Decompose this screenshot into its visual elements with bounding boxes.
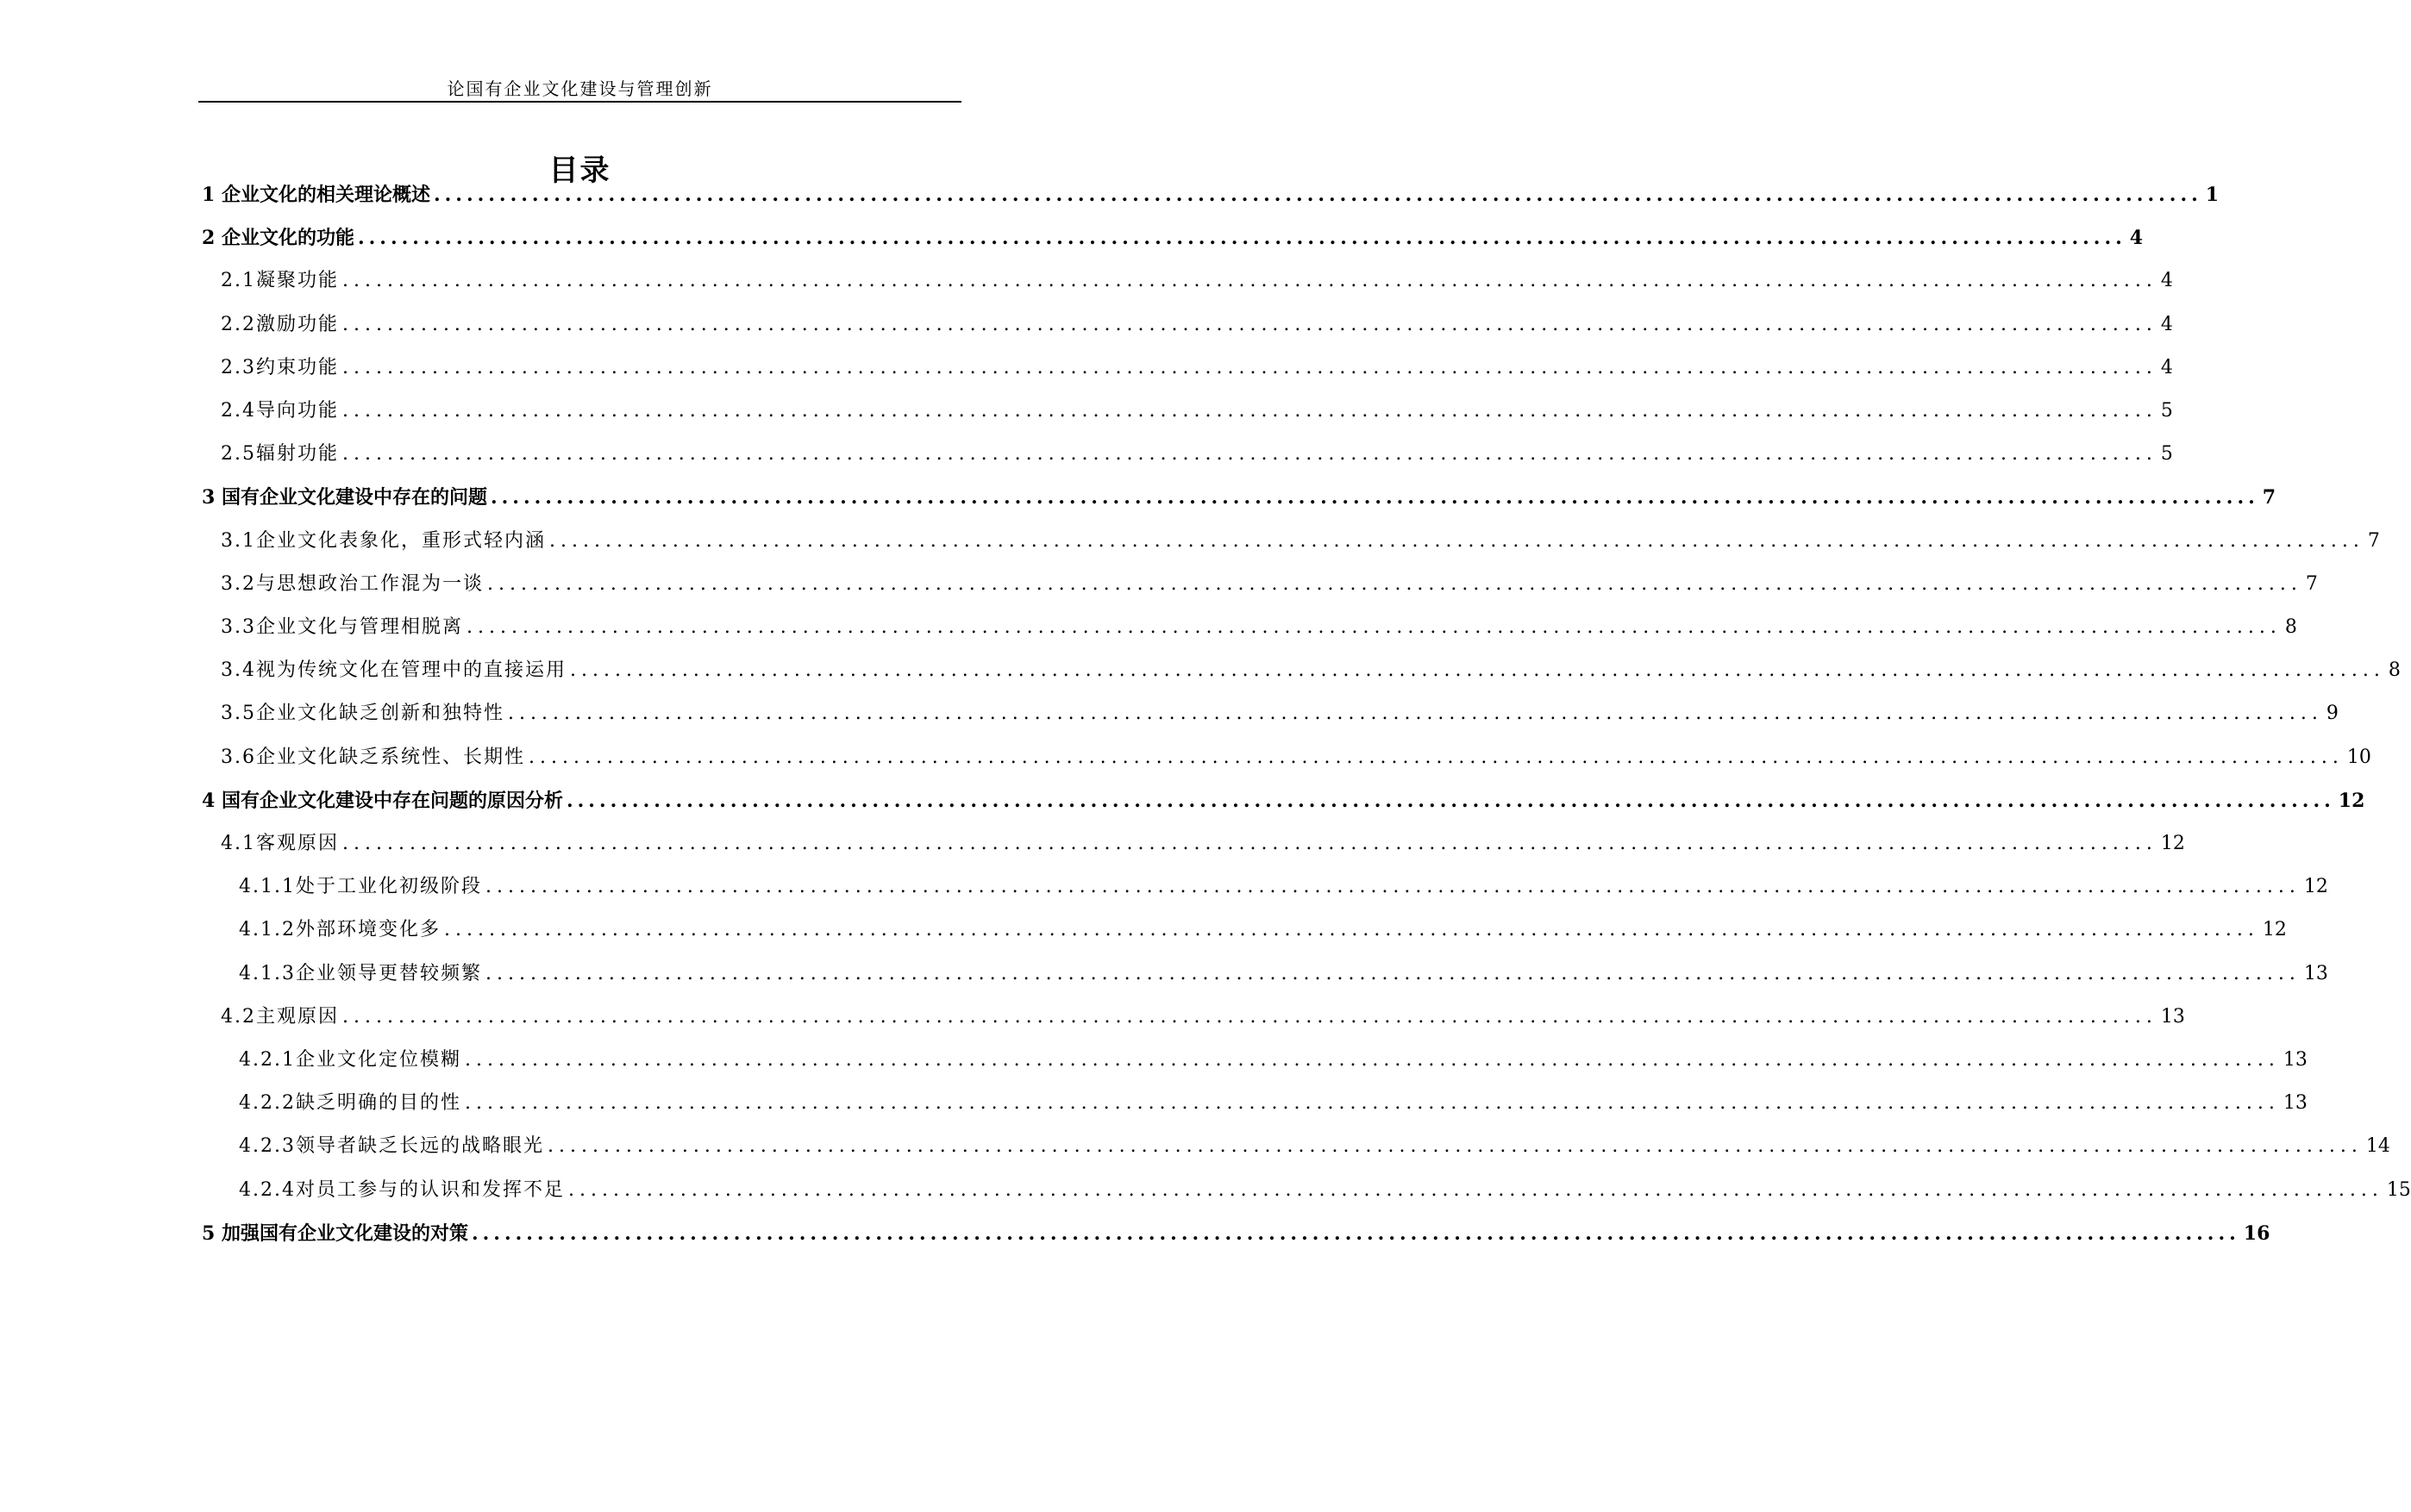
toc-dot-leader: .................................................................................................................................................................. bbox=[342, 400, 2157, 422]
toc-dot-leader: .................................................................................................................................................................. bbox=[567, 1178, 2383, 1201]
toc-entry-label: 3 国有企业文化建设中存在的问题 bbox=[202, 486, 487, 509]
toc-entry[interactable] bbox=[221, 999, 2185, 1030]
toc-entry-label: 4.2.4对员工参与的认识和发挥不足 bbox=[239, 1178, 565, 1201]
toc-entry-label: 3.3企业文化与管理相脱离 bbox=[221, 616, 463, 638]
toc-dot-leader: .................................................................................................................................................................. bbox=[485, 962, 2301, 984]
toc-dot-leader: .................................................................................................................................................................. bbox=[464, 1092, 2280, 1115]
toc-dot-leader: .................................................................................................................................................................. bbox=[471, 1221, 2240, 1245]
toc-page-number: 9 bbox=[2326, 703, 2339, 725]
toc-entry-label: 3.5企业文化缺乏创新和独特性 bbox=[221, 703, 504, 725]
toc-dot-leader: .................................................................................................................................................................. bbox=[433, 184, 2202, 206]
toc-page-number: 4 bbox=[2129, 227, 2144, 250]
toc-entry-label: 2 企业文化的功能 bbox=[202, 227, 354, 250]
toc-dot-leader: .................................................................................................................................................................. bbox=[566, 789, 2335, 812]
toc-entry-label: 4.1.3企业领导更替较频繁 bbox=[239, 962, 482, 984]
toc-dot-leader: .................................................................................................................................................................. bbox=[342, 443, 2157, 465]
toc-dot-leader: .................................................................................................................................................................. bbox=[342, 356, 2157, 378]
toc-dot-leader: .................................................................................................................................................................. bbox=[342, 833, 2157, 854]
toc-page-number: 13 bbox=[2303, 962, 2328, 984]
toc-title: 目录 bbox=[548, 153, 611, 188]
toc-entry[interactable] bbox=[239, 1128, 2390, 1159]
toc-page-number: 13 bbox=[2160, 1005, 2185, 1028]
toc-entry[interactable] bbox=[239, 956, 2328, 987]
toc-entry[interactable] bbox=[202, 177, 2220, 208]
toc-entry[interactable] bbox=[221, 653, 2401, 684]
toc-entry-label: 2.2激励功能 bbox=[221, 313, 339, 335]
toc-dot-leader: .................................................................................................................................................................. bbox=[443, 919, 2259, 941]
toc-page-number: 5 bbox=[2160, 400, 2173, 422]
toc-page-number: 16 bbox=[2243, 1221, 2270, 1245]
toc-entry[interactable] bbox=[202, 1215, 2270, 1246]
toc-entry-label: 3.2与思想政治工作混为一谈 bbox=[221, 572, 484, 595]
toc-entry-label: 2.1凝聚功能 bbox=[221, 270, 339, 292]
toc-dot-leader: .................................................................................................................................................................. bbox=[342, 313, 2157, 335]
toc-dot-leader: .................................................................................................................................................................. bbox=[547, 1135, 2363, 1158]
toc-page-number: 7 bbox=[2262, 486, 2276, 509]
toc-entry-label: 1 企业文化的相关理论概述 bbox=[202, 184, 430, 206]
toc-entry-label: 4.2.2缺乏明确的目的性 bbox=[239, 1092, 461, 1115]
toc-page-number: 4 bbox=[2160, 356, 2173, 378]
toc-page-number: 12 bbox=[2262, 919, 2287, 941]
toc-page-number: 4 bbox=[2160, 313, 2173, 335]
toc-entry[interactable] bbox=[221, 263, 2173, 294]
toc-entry-label: 4.1.1处于工业化初级阶段 bbox=[239, 876, 482, 898]
toc-entry-label: 4.2.1企业文化定位模糊 bbox=[239, 1049, 461, 1071]
toc-entry[interactable] bbox=[202, 479, 2276, 510]
toc-entry-label: 3.1企业文化表象化，重形式轻内涵 bbox=[221, 529, 546, 552]
toc-page-number: 1 bbox=[2205, 184, 2220, 206]
toc-entry-label: 2.3约束功能 bbox=[221, 356, 339, 378]
running-header: 论国有企业文化建设与管理创新 bbox=[447, 78, 713, 99]
toc-page-number: 14 bbox=[2365, 1135, 2390, 1158]
toc-page-number: 7 bbox=[2367, 529, 2380, 552]
toc-entry[interactable] bbox=[221, 566, 2318, 597]
toc-entry-label: 4.1客观原因 bbox=[221, 833, 339, 854]
toc-dot-leader: .................................................................................................................................................................. bbox=[490, 486, 2259, 509]
toc-entry[interactable] bbox=[239, 912, 2287, 943]
toc-page-number: 8 bbox=[2388, 659, 2401, 682]
toc-entry-label: 5 加强国有企业文化建设的对策 bbox=[202, 1221, 468, 1245]
toc-entry[interactable] bbox=[221, 740, 2371, 771]
toc-entry[interactable] bbox=[221, 826, 2185, 857]
toc-dot-leader: .................................................................................................................................................................. bbox=[508, 703, 2323, 725]
toc-entry[interactable] bbox=[221, 436, 2173, 467]
toc-page-number: 12 bbox=[2338, 789, 2365, 812]
toc-page-number: 15 bbox=[2386, 1178, 2411, 1201]
toc-entry[interactable] bbox=[239, 1042, 2308, 1073]
toc-entry[interactable] bbox=[221, 350, 2173, 381]
toc-dot-leader: .................................................................................................................................................................. bbox=[549, 529, 2364, 552]
toc-dot-leader: .................................................................................................................................................................. bbox=[485, 876, 2301, 898]
toc-page-number: 7 bbox=[2305, 572, 2318, 595]
toc-entry-label: 4.2.3领导者缺乏长远的战略眼光 bbox=[239, 1135, 544, 1158]
toc-entry[interactable] bbox=[221, 609, 2297, 640]
toc-entry-label: 4.2主观原因 bbox=[221, 1005, 339, 1028]
toc-entry-label: 2.5辐射功能 bbox=[221, 443, 339, 465]
toc-entry[interactable] bbox=[221, 696, 2339, 727]
toc-dot-leader: .................................................................................................................................................................. bbox=[357, 227, 2126, 250]
toc-entry-label: 4 国有企业文化建设中存在问题的原因分析 bbox=[202, 789, 563, 812]
toc-entry[interactable] bbox=[221, 523, 2380, 554]
toc-dot-leader: .................................................................................................................................................................. bbox=[467, 616, 2282, 638]
toc-entry[interactable] bbox=[202, 220, 2144, 251]
toc-dot-leader: .................................................................................................................................................................. bbox=[342, 270, 2157, 292]
toc-dot-leader: .................................................................................................................................................................. bbox=[529, 746, 2344, 768]
toc-page-number: 12 bbox=[2303, 876, 2328, 898]
toc-page-number: 10 bbox=[2346, 746, 2371, 768]
toc-dot-leader: .................................................................................................................................................................. bbox=[487, 572, 2302, 595]
toc-entry-label: 3.4视为传统文化在管理中的直接运用 bbox=[221, 659, 567, 682]
toc-dot-leader: .................................................................................................................................................................. bbox=[570, 659, 2385, 682]
toc-page-number: 5 bbox=[2160, 443, 2173, 465]
toc-entry[interactable] bbox=[239, 869, 2328, 900]
toc-page-number: 12 bbox=[2160, 833, 2185, 854]
toc-page-number: 13 bbox=[2283, 1049, 2308, 1071]
toc-entry[interactable] bbox=[202, 783, 2365, 814]
toc-entry[interactable] bbox=[221, 393, 2173, 424]
toc-entry-label: 2.4导向功能 bbox=[221, 400, 339, 422]
toc-entry[interactable] bbox=[239, 1085, 2308, 1116]
toc-entry-label: 3.6企业文化缺乏系统性、长期性 bbox=[221, 746, 525, 768]
toc-page-number: 8 bbox=[2284, 616, 2297, 638]
toc-page-number: 4 bbox=[2160, 270, 2173, 292]
toc-dot-leader: .................................................................................................................................................................. bbox=[342, 1005, 2157, 1028]
toc-dot-leader: .................................................................................................................................................................. bbox=[464, 1049, 2280, 1071]
toc-page-number: 13 bbox=[2283, 1092, 2308, 1115]
toc-entry[interactable] bbox=[221, 307, 2173, 338]
toc-entry[interactable] bbox=[239, 1172, 2411, 1203]
toc-entry-label: 4.1.2外部环境变化多 bbox=[239, 919, 441, 941]
